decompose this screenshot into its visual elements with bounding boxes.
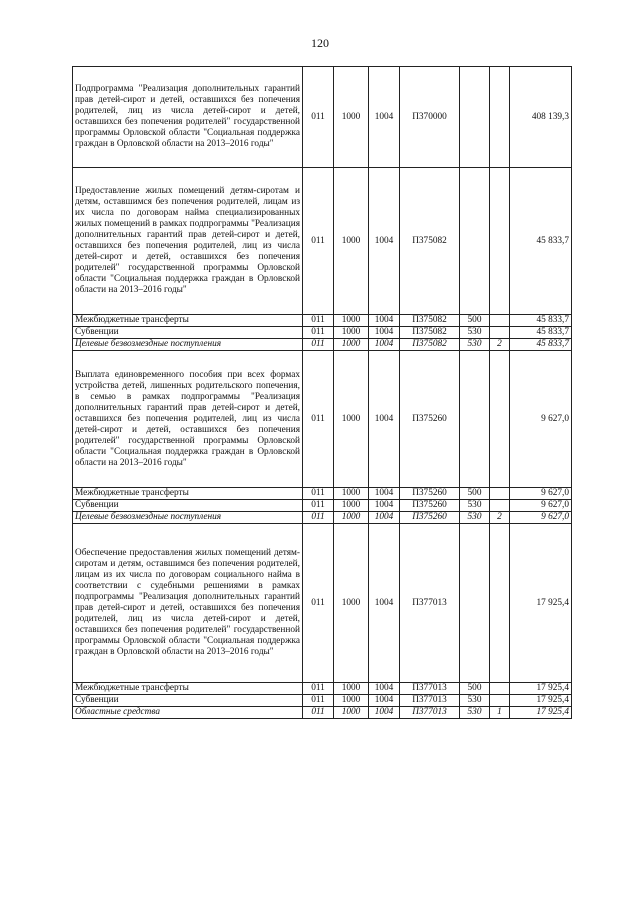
section-code: 1000 xyxy=(334,500,369,512)
subsection-code: 1004 xyxy=(369,315,400,327)
expense-type-code xyxy=(460,168,490,315)
ministry-code: 011 xyxy=(303,168,334,315)
row-description: Целевые безвозмездные поступления xyxy=(73,512,303,524)
expense-type-code: 530 xyxy=(460,707,490,719)
ministry-code: 011 xyxy=(303,339,334,351)
target-article-code: П375082 xyxy=(400,327,460,339)
amount: 17 925,4 xyxy=(510,707,572,719)
ministry-code: 011 xyxy=(303,524,334,683)
ministry-code: 011 xyxy=(303,315,334,327)
amount: 17 925,4 xyxy=(510,524,572,683)
page-number: 120 xyxy=(311,36,329,50)
source-code xyxy=(490,67,510,168)
section-code: 1000 xyxy=(334,524,369,683)
table-row xyxy=(73,488,572,500)
subsection-code: 1004 xyxy=(369,512,400,524)
section-code: 1000 xyxy=(334,695,369,707)
row-description: Подпрограмма "Реализация дополнительных гарантий прав детей-сирот и детей, оставшихся без попечения родителей, лиц из числа детей-сирот и детей, оставшихся без попечения родителей" государственной программы Орловской области "Социальная поддержка граждан в Орловской области на 2013–2016 годы" xyxy=(73,67,303,168)
amount: 9 627,0 xyxy=(510,488,572,500)
source-code xyxy=(490,695,510,707)
table-row xyxy=(73,524,572,683)
section-code: 1000 xyxy=(334,512,369,524)
subsection-code: 1004 xyxy=(369,524,400,683)
source-code xyxy=(490,488,510,500)
source-code: 2 xyxy=(490,339,510,351)
table-row xyxy=(73,500,572,512)
amount: 17 925,4 xyxy=(510,695,572,707)
section-code: 1000 xyxy=(334,488,369,500)
amount: 17 925,4 xyxy=(510,683,572,695)
table-row xyxy=(73,683,572,695)
amount: 9 627,0 xyxy=(510,351,572,488)
table-row xyxy=(73,168,572,315)
subsection-code: 1004 xyxy=(369,488,400,500)
amount: 9 627,0 xyxy=(510,500,572,512)
row-description: Межбюджетные трансферты xyxy=(73,488,303,500)
row-description: Субвенции xyxy=(73,327,303,339)
source-code xyxy=(490,168,510,315)
ministry-code: 011 xyxy=(303,67,334,168)
ministry-code: 011 xyxy=(303,500,334,512)
source-code: 1 xyxy=(490,707,510,719)
amount: 45 833,7 xyxy=(510,327,572,339)
source-code xyxy=(490,500,510,512)
amount: 9 627,0 xyxy=(510,512,572,524)
expense-type-code xyxy=(460,524,490,683)
ministry-code: 011 xyxy=(303,327,334,339)
section-code: 1000 xyxy=(334,707,369,719)
source-code xyxy=(490,315,510,327)
subsection-code: 1004 xyxy=(369,339,400,351)
row-description: Межбюджетные трансферты xyxy=(73,683,303,695)
expense-type-code: 530 xyxy=(460,339,490,351)
source-code: 2 xyxy=(490,512,510,524)
amount: 45 833,7 xyxy=(510,168,572,315)
ministry-code: 011 xyxy=(303,695,334,707)
target-article-code: П377013 xyxy=(400,524,460,683)
subsection-code: 1004 xyxy=(369,500,400,512)
row-description: Субвенции xyxy=(73,695,303,707)
row-description: Выплата единовременного пособия при всех формах устройства детей, лишенных родительского попечения, в семью в рамках подпрограммы "Реализация дополнительных гарантий прав детей-сирот и детей, оставшихся без попечения родителей, лиц из числа детей-сирот и детей, оставшихся без попечения родителей" государственной программы Орловской области "Социальная поддержка граждан в Орловской области на 2013–2016 годы" xyxy=(73,351,303,488)
row-description: Обеспечение предоставления жилых помещений детям-сиротам и детям, оставшимся без попечения родителей, лицам из их числа по договорам социального найма в соответствии с судебными решениями в рамках подпрограммы "Реализация дополнительных гарантий прав детей-сирот и детей, оставшихся без попечения родителей, лиц из числа детей-сирот и детей, оставшихся без попечения родителей" государственной программы Орловской области "Социальная поддержка граждан в Орловской области на 2013–2016 годы" xyxy=(73,524,303,683)
row-description: Субвенции xyxy=(73,500,303,512)
subsection-code: 1004 xyxy=(369,707,400,719)
budget-table xyxy=(72,66,572,719)
target-article-code: П375082 xyxy=(400,339,460,351)
section-code: 1000 xyxy=(334,683,369,695)
section-code: 1000 xyxy=(334,67,369,168)
expense-type-code: 530 xyxy=(460,327,490,339)
expense-type-code: 500 xyxy=(460,683,490,695)
row-description: Межбюджетные трансферты xyxy=(73,315,303,327)
expense-type-code: 530 xyxy=(460,512,490,524)
expense-type-code xyxy=(460,351,490,488)
target-article-code: П375260 xyxy=(400,500,460,512)
table-row xyxy=(73,512,572,524)
section-code: 1000 xyxy=(334,315,369,327)
amount: 45 833,7 xyxy=(510,339,572,351)
subsection-code: 1004 xyxy=(369,351,400,488)
subsection-code: 1004 xyxy=(369,695,400,707)
ministry-code: 011 xyxy=(303,512,334,524)
table-row xyxy=(73,695,572,707)
row-description: Областные средства xyxy=(73,707,303,719)
subsection-code: 1004 xyxy=(369,67,400,168)
table-row xyxy=(73,339,572,351)
table-row xyxy=(73,327,572,339)
row-description: Предоставление жилых помещений детям-сиротам и детям, оставшимся без попечения родителей, лицам из их числа по договорам найма специализированных жилых помещений в рамках подпрограммы "Реализация дополнительных гарантий прав детей-сирот и детей, оставшихся без попечения родителей, лиц из числа детей-сирот и детей, оставшихся без попечения родителей" государственной программы Орловской области "Социальная поддержка граждан в Орловской области на 2013–2016 годы" xyxy=(73,168,303,315)
target-article-code: П377013 xyxy=(400,707,460,719)
table-row xyxy=(73,315,572,327)
ministry-code: 011 xyxy=(303,351,334,488)
target-article-code: П375082 xyxy=(400,168,460,315)
amount: 408 139,3 xyxy=(510,67,572,168)
table-row xyxy=(73,351,572,488)
section-code: 1000 xyxy=(334,339,369,351)
source-code xyxy=(490,351,510,488)
target-article-code: П375260 xyxy=(400,488,460,500)
expense-type-code: 530 xyxy=(460,500,490,512)
table-row xyxy=(73,707,572,719)
target-article-code: П377013 xyxy=(400,683,460,695)
source-code xyxy=(490,327,510,339)
target-article-code: П377013 xyxy=(400,695,460,707)
section-code: 1000 xyxy=(334,327,369,339)
row-description: Целевые безвозмездные поступления xyxy=(73,339,303,351)
section-code: 1000 xyxy=(334,168,369,315)
target-article-code: П375082 xyxy=(400,315,460,327)
subsection-code: 1004 xyxy=(369,683,400,695)
subsection-code: 1004 xyxy=(369,168,400,315)
target-article-code: П375260 xyxy=(400,512,460,524)
ministry-code: 011 xyxy=(303,683,334,695)
table-row xyxy=(73,67,572,168)
amount: 45 833,7 xyxy=(510,315,572,327)
expense-type-code: 530 xyxy=(460,695,490,707)
section-code: 1000 xyxy=(334,351,369,488)
subsection-code: 1004 xyxy=(369,327,400,339)
expense-type-code: 500 xyxy=(460,315,490,327)
ministry-code: 011 xyxy=(303,488,334,500)
target-article-code: П370000 xyxy=(400,67,460,168)
expense-type-code xyxy=(460,67,490,168)
target-article-code: П375260 xyxy=(400,351,460,488)
source-code xyxy=(490,524,510,683)
expense-type-code: 500 xyxy=(460,488,490,500)
source-code xyxy=(490,683,510,695)
ministry-code: 011 xyxy=(303,707,334,719)
